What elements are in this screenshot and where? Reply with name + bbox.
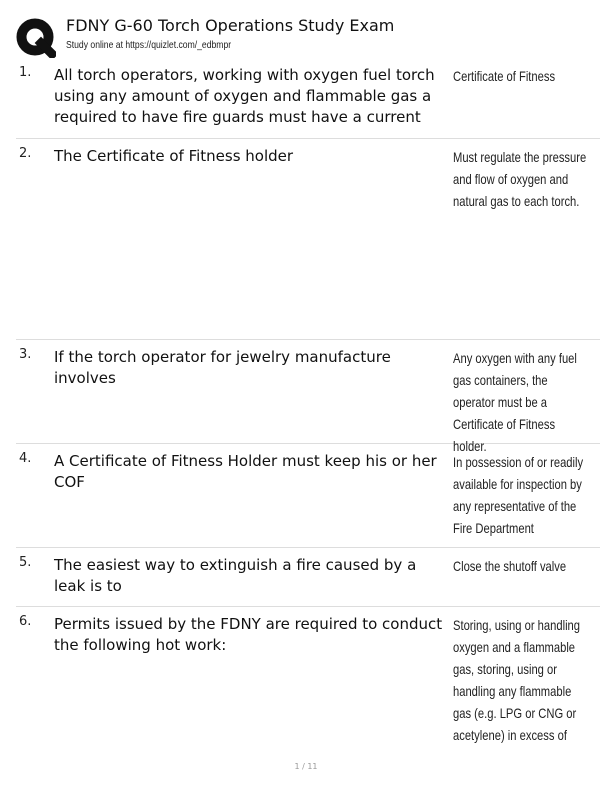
flashcard-2 <box>16 141 600 340</box>
flashcard-5 <box>16 550 600 607</box>
card-definition: Any oxygen with any fuel gas containers, the operator must be a Certificate of Fitness holder. <box>453 350 577 454</box>
study-link[interactable]: Study online at https://quizlet.com/_edbmpr <box>66 39 232 51</box>
card-definition: Storing, using or handling oxygen and a flammable gas, storing, using or handling any flammable gas (e.g. LPG or CNG or acetylene) in excess of <box>453 617 581 743</box>
card-definition: In possession of or readily available for inspection by any representative of the Fire Department <box>453 454 584 536</box>
card-number: 5. <box>19 555 32 570</box>
flashcard-3 <box>16 342 600 454</box>
flashcard-4 <box>16 446 600 548</box>
page-header <box>16 14 596 58</box>
card-number: 6. <box>19 614 32 629</box>
card-term: The Certificate of Fitness holder <box>54 147 294 165</box>
card-number: 3. <box>19 347 32 362</box>
card-term: A Certificate of Fitness Holder must keep his or her COF <box>54 452 437 491</box>
flashcard-6 <box>16 609 600 749</box>
flashcard-1 <box>16 60 600 139</box>
card-number: 2. <box>19 146 32 161</box>
card-term: All torch operators, working with oxygen fuel torch using any amount of oxygen and flammable gas a required to have fire guards must have a current <box>54 66 435 126</box>
page-number: 1 / 11 <box>294 762 318 771</box>
document-title: FDNY G-60 Torch Operations Study Exam <box>66 16 395 35</box>
card-definition: Close the shutoff valve <box>453 558 567 574</box>
card-definition: Certificate of Fitness <box>453 68 556 84</box>
quizlet-logo-icon <box>16 18 56 58</box>
card-term: The easiest way to extinguish a fire caused by a leak is to <box>54 556 417 595</box>
card-number: 4. <box>19 451 32 466</box>
card-term: Permits issued by the FDNY are required to conduct the following hot work: <box>54 615 443 654</box>
card-term: If the torch operator for jewelry manufacture involves <box>54 348 391 387</box>
card-number: 1. <box>19 65 32 80</box>
card-definition: Must regulate the pressure and flow of oxygen and natural gas to each torch. <box>453 149 587 209</box>
